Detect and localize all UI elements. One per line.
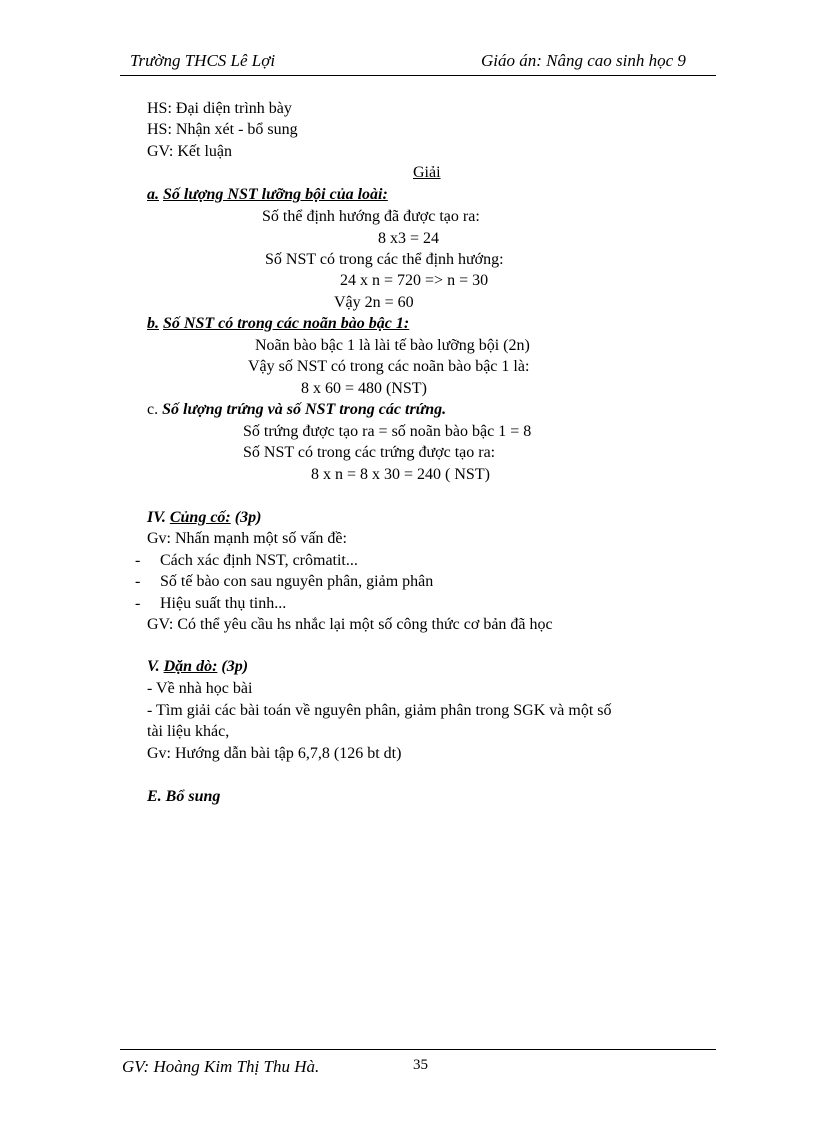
intro-line: HS: Nhận xét - bổ sung — [147, 121, 298, 138]
section-iv-number: IV. — [147, 509, 166, 526]
section-v-line: - Tìm giải các bài toán về nguyên phân, giảm phân trong SGK và một số — [147, 702, 612, 719]
section-iv-bullet: Hiệu suất thụ tinh... — [160, 595, 287, 612]
section-iv-heading — [147, 508, 261, 528]
section-v-line: tài liệu khác, — [147, 723, 230, 740]
part-c-line: 8 x n = 8 x 30 = 240 ( NST) — [311, 466, 490, 483]
part-c-title: Số lượng trứng và số NST trong các trứng. — [162, 401, 447, 418]
part-a-heading — [147, 185, 388, 205]
section-e-heading: E. Bổ sung — [147, 788, 221, 805]
section-v-number: V. — [147, 658, 160, 675]
part-b-line: 8 x 60 = 480 (NST) — [301, 380, 427, 397]
part-a-line: 8 x3 = 24 — [378, 230, 440, 247]
section-iv-intro: Gv: Nhấn mạnh một số vấn đề: — [147, 530, 347, 547]
footer-rule — [120, 1049, 716, 1050]
section-iv-bullet: Cách xác định NST, crômatit... — [160, 552, 358, 569]
part-a-line: Vậy 2n = 60 — [334, 294, 414, 311]
section-v-time: (3p) — [221, 658, 249, 675]
part-b-line: Noãn bào bậc 1 là lài tế bào lưỡng bội (2n) — [255, 337, 530, 354]
section-v-heading — [147, 657, 248, 677]
section-iv-closing: GV: Có thể yêu cầu hs nhắc lại một số công thức cơ bản đã học — [147, 616, 553, 633]
part-a-line: 24 x n = 720 => n = 30 — [340, 272, 489, 289]
footer-teacher: GV: Hoàng Kim Thị Thu Hà. — [122, 1057, 320, 1076]
part-a-line: Số NST có trong các thể định hướng: — [265, 251, 504, 268]
part-b-line: Vậy số NST có trong các noãn bào bậc 1 là: — [248, 358, 530, 375]
bullet-mark: - — [135, 595, 141, 612]
bullet-mark: - — [135, 573, 141, 590]
section-v-line: - Về nhà học bài — [147, 680, 253, 697]
header-course: Giáo án: Nâng cao sinh học 9 — [481, 51, 686, 70]
part-a-title: Số lượng NST lưỡng bội của loài: — [163, 186, 388, 203]
intro-line: GV: Kết luận — [147, 143, 233, 160]
section-v-title: Dặn dò: — [163, 658, 218, 675]
part-b-heading — [147, 314, 409, 334]
section-iv-bullet: Số tế bào con sau nguyên phân, giảm phân — [160, 573, 434, 590]
part-c-heading — [147, 400, 446, 420]
part-a-line: Số thể định hướng đã được tạo ra: — [262, 208, 480, 225]
section-iv-time: (3p) — [234, 509, 262, 526]
bullet-mark: - — [135, 552, 141, 569]
section-iv-title: Củng cố: — [169, 509, 231, 526]
header-rule — [120, 75, 716, 76]
part-a-prefix: a. — [147, 186, 159, 203]
part-b-title: Số NST có trong các noãn bào bậc 1: — [163, 315, 410, 332]
intro-line: HS: Đại diện trình bày — [147, 100, 292, 117]
section-v-line: Gv: Hướng dẫn bài tập 6,7,8 (126 bt dt) — [147, 745, 402, 762]
part-c-line: Số NST có trong các trứng được tạo ra: — [243, 444, 496, 461]
part-c-prefix: c. — [147, 401, 159, 418]
header-school: Trường THCS Lê Lợi — [130, 51, 276, 70]
page-number: 35 — [413, 1057, 428, 1073]
solution-heading: Giải — [413, 164, 441, 181]
part-b-prefix: b. — [147, 315, 159, 332]
part-c-line: Số trứng được tạo ra = số noãn bào bậc 1 = 8 — [243, 423, 532, 440]
